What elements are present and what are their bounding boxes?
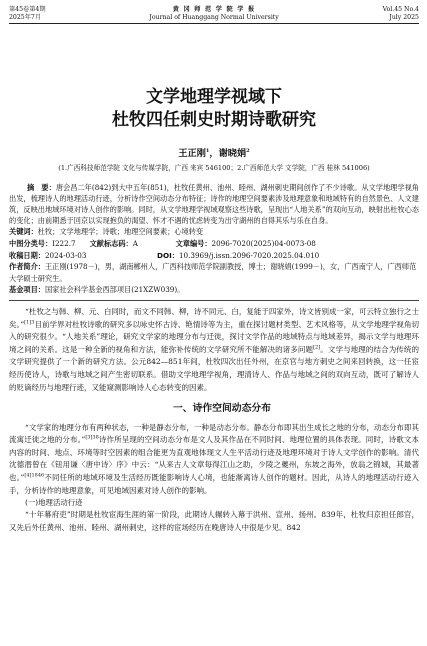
document-code-value: A — [132, 238, 138, 248]
citation-4: [4]1846 — [24, 472, 45, 479]
intro-quote: “杜牧之与韩、柳、元、白同时，而文不同韩、柳，诗不同元、白，复能于四家外，诗文皆别成一家，可云特立独行之士矣。” — [9, 306, 419, 329]
doi-label: DOI： — [157, 250, 179, 260]
article-number-label: 文章编号： — [175, 238, 212, 248]
article-body — [9, 306, 419, 535]
metadata-rule — [9, 300, 419, 301]
issue-info-en — [383, 6, 419, 22]
citation-2: [2] — [313, 344, 321, 351]
subsection-1-paragraph: “十年幕府吏”时期是杜牧宦海生涯的第一阶段，此期诗人辗转入幕于洪州、宣州、扬州。839年，杜牧归京担任郎官，又先后外任黄州、池州、睦州、湖州刺史，这样的宦场经历在晚唐诗人中很是少见。842 — [9, 510, 419, 532]
keywords-text: 杜牧；文学地理学；诗歌；地理空间要素；心境转变 — [37, 227, 204, 237]
classification-row — [9, 238, 419, 250]
journal-name-cn: 黄 冈 师 范 学 院 学 报 — [172, 6, 256, 13]
author-2-affil-marker: 2 — [246, 147, 250, 154]
fund-label: 基金项目： — [9, 285, 45, 295]
abstract — [9, 182, 419, 226]
s1-text: 诗作所呈现的空间动态分布是文人及其作品在不同时间、地理位置的具体表现。同时，诗歌文本内容的时间、地点、环境等时空因素的组合能更为直观地体现文人生平活动行迹及地理环境对于诗人文学创作的影响。清代沈德潜曾在《钮用谦〈唐中诗〉序》中云：“从来古人文章每得江山之助，少陵之夔州，东坡之海外，放翁之锦城，其最著也。” — [9, 435, 419, 483]
issue-info — [9, 6, 46, 22]
received-date — [9, 250, 157, 262]
author-info-label: 作者简介： — [9, 262, 45, 272]
document-code-label: 文献标志码： — [89, 238, 133, 248]
subsection-heading-1: (一)地理活动行迹 — [25, 498, 83, 508]
abstract-text: 唐会昌二年(842)到大中五年(851)，杜牧任黄州、池州、睦州、湖州刺史期间创作了不少诗歌。从文学地理学视角出发，梳理诗人的地理活动行迹，分析诗作空间动态分布特征；诗作的地理空间要素涉及地理意象和地域特有的自然景色、人文建筑，反映出地域环境对诗人创作的影响。同时，从文学地理学视域观察这些诗歌，呈现出“人地关系”的双向互动，映射出杜牧心态的变化；由前期悉于回京以实现抱负的渴望、怀才不遇的忧虑转变为出守湖州的自得其乐与乐在自身。 — [9, 183, 419, 226]
received-label: 收稿日期： — [9, 250, 45, 260]
abstract-label: 摘 要： — [27, 183, 56, 192]
clc-number — [9, 238, 76, 250]
title-line-1: 文学地理学视域下 — [146, 87, 282, 107]
article-title — [9, 86, 419, 132]
author-1-affil-marker: 1 — [205, 147, 210, 154]
journal-name — [46, 6, 383, 22]
article-number — [176, 238, 316, 250]
keywords-label: 关键词： — [9, 227, 38, 237]
author-2: ，谢晓娟 — [209, 148, 247, 159]
s1-quote: “文学家的地理分布有两种状态，一种是静态分布，一种是动态分布。静态分布即其出生成长之地的分布，动态分布即其流寓迁徙之地的分布。” — [9, 422, 419, 445]
header-rule — [9, 23, 419, 24]
intro-text: 目前学界对杜牧诗歌的研究多以咏史怀古诗、艳情诗等为主，重在探讨题材类型、艺术风格等，从文学地理学视角切入的研究很少。“人地关系”理论，研究文学家的地理分布与迁徙，探讨文学作品的地域特点与地域差异，揭示文学与地理环境之间的关系。这是一种全新的视角和方法，能弥补传统的文学研究所不能解决的诸多问题 — [9, 319, 419, 354]
keywords — [9, 226, 419, 238]
date-cn: 2025年7月 — [9, 14, 42, 21]
clc-label: 中图分类号： — [9, 238, 53, 248]
received-value: 2024-03-03 — [44, 250, 87, 260]
intro-text-end: 。文学与地理的结合为传统的文学研究提供了一个新的研究方法。公元842—851年间，杜牧四次出任外州，在京官与地方刺史之间来回转换，这一任宦经历使诗人，诗歌与地域之间产生密切联系。借助文学地理学视角，理清诗人、作品与地域之间的双向互动，既可了解诗人的贬谪经历与地理行迹，又能窥测影响诗人心态转变的因素。 — [9, 344, 419, 392]
doi-value: 10.3969/j.issn.2096-7020.2025.04.010 — [178, 250, 320, 260]
volume-issue-en: Vol.45 No.4 — [382, 6, 419, 13]
received-doi-row — [9, 250, 419, 262]
author-1: 王正刚 — [178, 148, 206, 159]
clc-value: I222.7 — [52, 238, 76, 248]
fund-text: 国家社会科学基金西部项目(21XZW039)。 — [44, 285, 185, 295]
affiliations: (1.广西科技师范学院 文化与传媒学院，广西 来宾 546100；2.广西师范大学 文学院，广西 桂林 541006) — [58, 164, 370, 172]
title-line-2: 杜牧四任刺史时期诗歌研究 — [112, 110, 316, 130]
author-info — [9, 261, 419, 284]
section-1-paragraph — [9, 422, 419, 498]
volume-issue-cn: 第45卷第4期 — [9, 6, 46, 13]
section-heading-1: 一、诗作空间动态分布 — [173, 403, 271, 415]
doi — [157, 250, 319, 262]
article-number-value: 2096-7020(2025)04-0073-08 — [211, 238, 316, 248]
intro-paragraph — [9, 306, 419, 394]
fund-info — [9, 284, 419, 296]
running-header — [9, 6, 419, 22]
document-code — [90, 238, 162, 250]
citation-3: [3]38 — [85, 434, 99, 441]
article-metadata — [9, 226, 419, 296]
journal-name-en: Journal of Huanggang Normal University — [149, 14, 279, 21]
author-info-text: 王正刚(1978－)，男，湖南郴州人，广西科技师范学院副教授，博士；谢晓娟(1999－)，女，广西南宁人，广西师范大学硕士研究生。 — [9, 262, 417, 283]
s1-text-end: 不同任所的地域环境及生活经历既能影响诗人心境，也能渐离诗人创作的题材。因此，从诗人的地理活动行迹入手，分析诗作的地理意象，可见地域因素对诗人创作的影响。 — [9, 473, 419, 495]
citation-1: [1]3 — [24, 319, 35, 326]
author-line — [9, 145, 419, 159]
date-en: July 2025 — [389, 14, 419, 21]
